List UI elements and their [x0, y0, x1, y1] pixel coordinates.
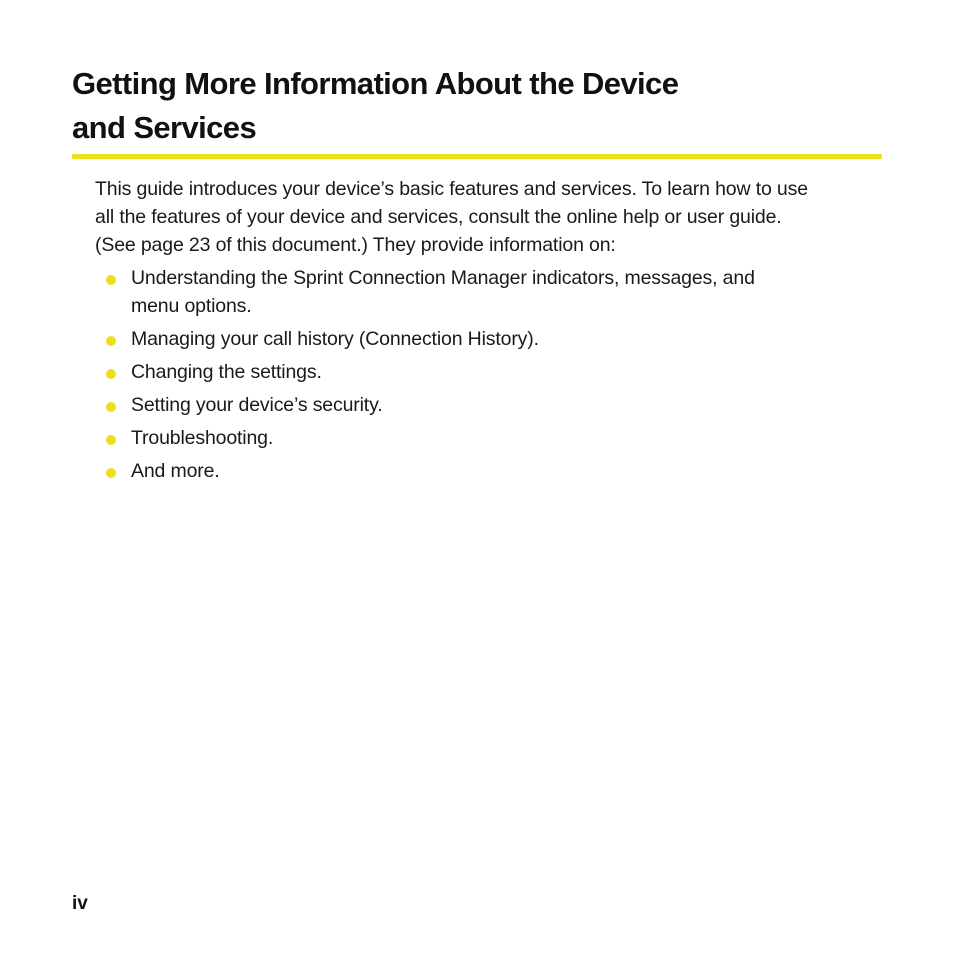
list-item-text: Troubleshooting. — [131, 427, 274, 449]
page-number: iv — [72, 893, 88, 914]
bullet-dot-icon — [106, 402, 116, 412]
bullet-dot-icon — [106, 275, 116, 285]
intro-line: (See page 23 of this document.) They provide information on: — [95, 234, 616, 256]
page-title-line: and Services — [72, 110, 257, 145]
list-item-text: Managing your call history (Connection History). — [131, 328, 539, 350]
page-title-line: Getting More Information About the Device — [72, 66, 679, 101]
list-item — [95, 264, 895, 320]
list-item-text: Changing the settings. — [131, 361, 322, 383]
list-item — [95, 325, 895, 353]
page-title — [72, 62, 832, 150]
list-item — [95, 391, 895, 419]
list-item-text: menu options. — [131, 295, 252, 317]
list-item-text: Setting your device’s security. — [131, 394, 383, 416]
bullet-dot-icon — [106, 336, 116, 346]
topic-list — [95, 264, 895, 485]
list-item — [95, 424, 895, 452]
bullet-dot-icon — [106, 435, 116, 445]
list-item-text: And more. — [131, 460, 220, 482]
intro-paragraph — [95, 175, 895, 259]
body-content — [95, 175, 895, 490]
bullet-dot-icon — [106, 369, 116, 379]
intro-line: all the features of your device and services, consult the online help or user guide. — [95, 206, 782, 228]
list-item — [95, 358, 895, 386]
list-item — [95, 457, 895, 485]
title-underline — [72, 154, 882, 159]
intro-line: This guide introduces your device’s basic features and services. To learn how to use — [95, 178, 808, 200]
bullet-dot-icon — [106, 468, 116, 478]
list-item-text: Understanding the Sprint Connection Manager indicators, messages, and — [131, 267, 755, 289]
